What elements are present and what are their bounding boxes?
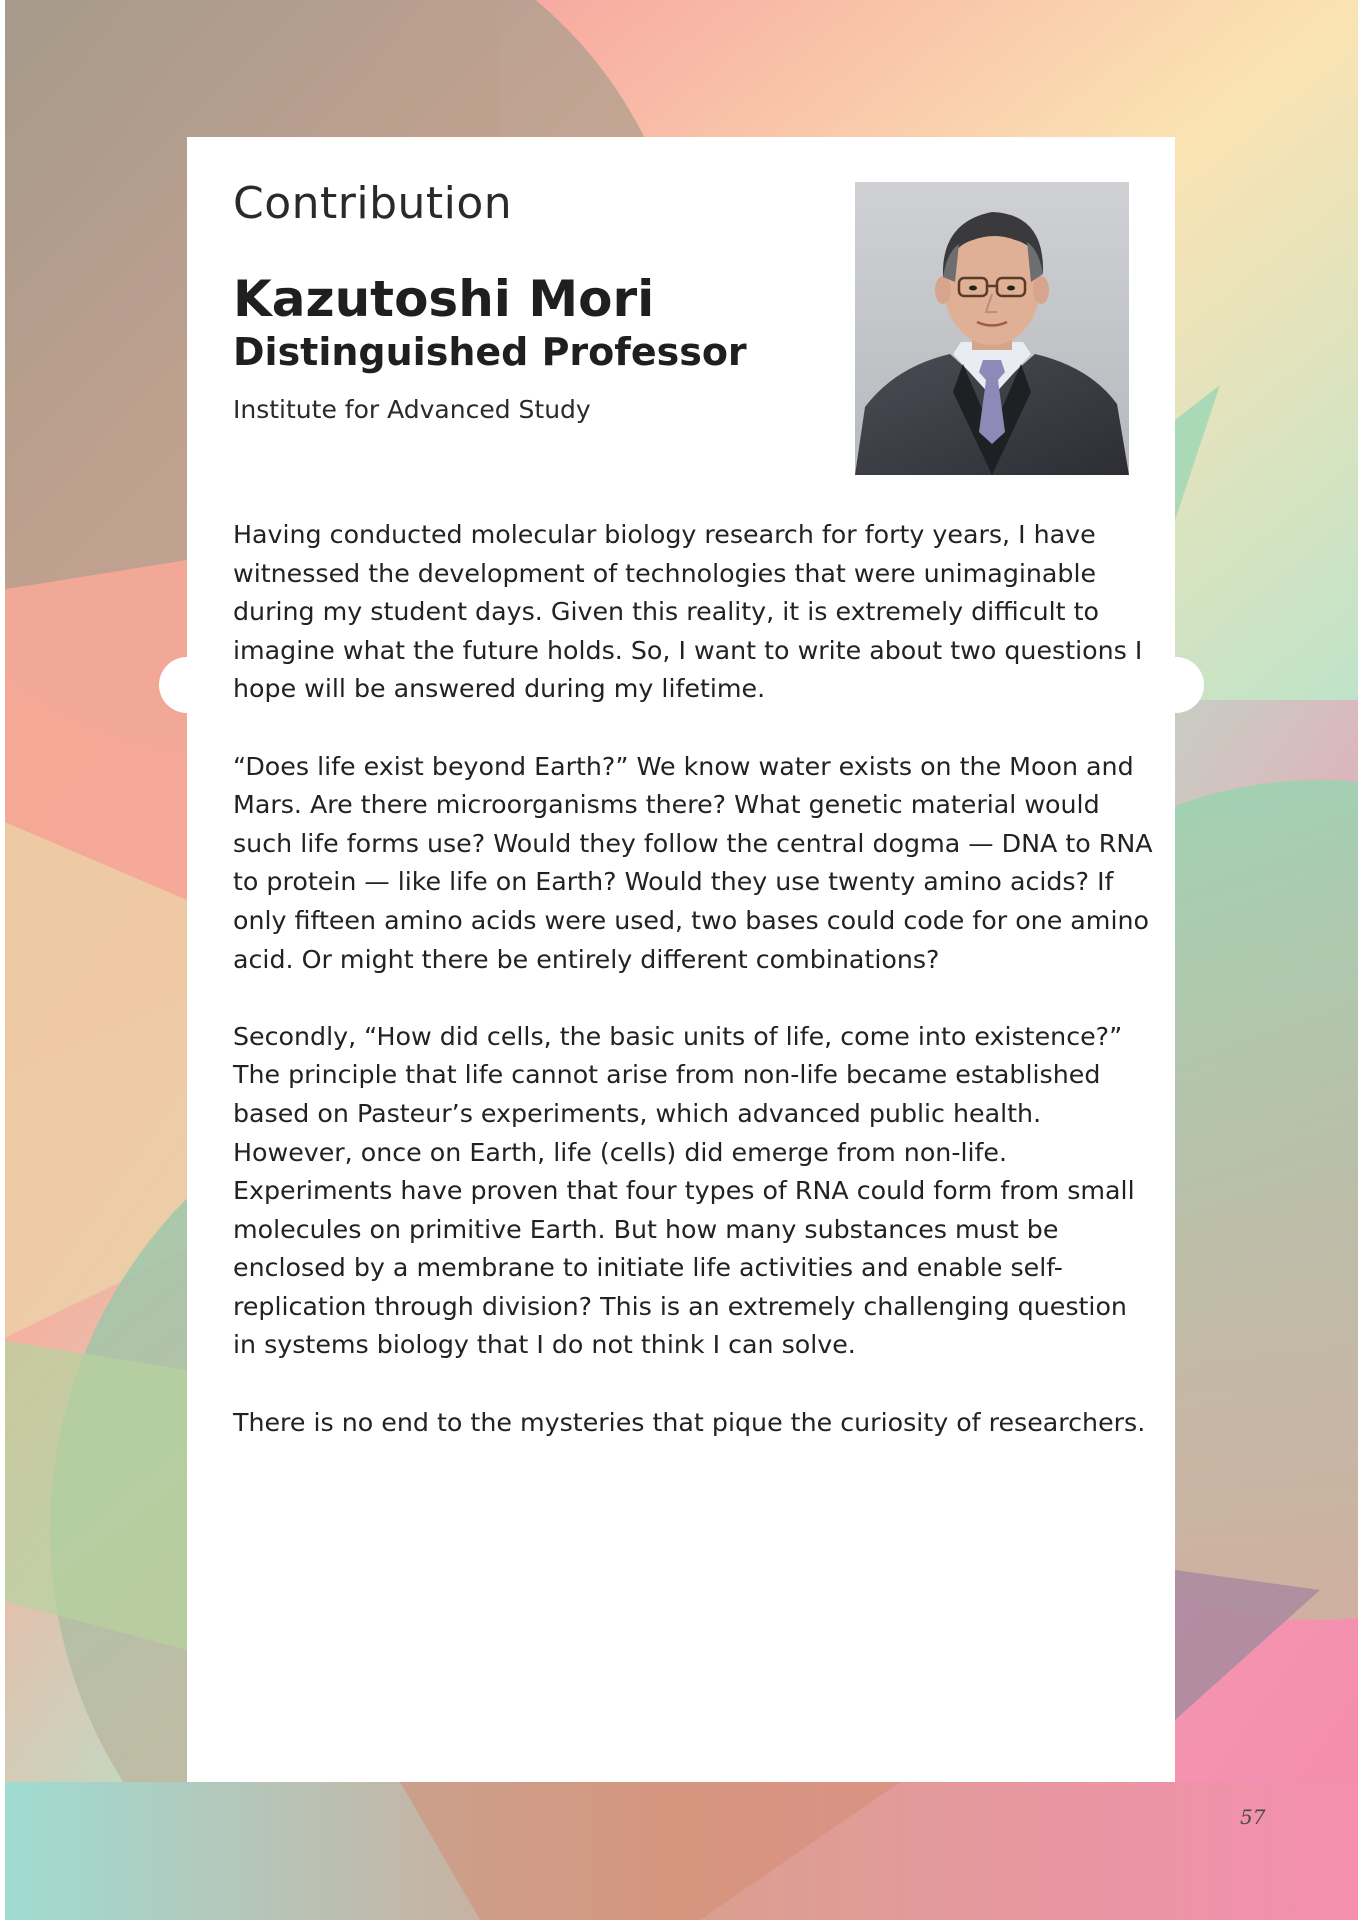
portrait-icon <box>855 182 1129 475</box>
paragraph-1: Having conducted molecular biology research for forty years, I have witnessed the development of technologies that were unimaginable during my student days. Given this reality, it is extremely difficult to imagine what the future holds. So, I want to write about two questions I hope will be answered during my lifetime. <box>233 520 1143 704</box>
article-body <box>233 516 1153 1481</box>
page-number: 57 <box>1240 1805 1266 1829</box>
author-name: Kazutoshi Mori <box>233 270 655 328</box>
section-label: Contribution <box>233 178 513 229</box>
portrait-photo <box>855 182 1129 475</box>
paragraph-4: There is no end to the mysteries that pique the curiosity of researchers. <box>233 1407 1146 1437</box>
author-affiliation: Institute for Advanced Study <box>233 395 591 424</box>
page-edge <box>0 0 5 1920</box>
author-title: Distinguished Professor <box>233 330 747 374</box>
paragraph-3: Secondly, “How did cells, the basic units of life, come into existence?” The principle that life cannot arise from non-life became established based on Pasteur’s experiments, which advanced public health. However, once on Earth, life (cells) did emerge from non-life. Experiments have proven that four types of RNA could form from small molecules on primitive Earth. But how many substances must be enclosed by a membrane to initiate life activities and enable self-replication through division? This is an extremely challenging question in systems biology that I do not think I can solve. <box>233 1021 1135 1360</box>
paragraph-2: “Does life exist beyond Earth?” We know water exists on the Moon and Mars. Are there microorganisms there? What genetic material would such life forms use? Would they follow the central dogma — DNA to RNA to protein — like life on Earth? Would they use twenty amino acids? If only fifteen amino acids were used, two bases could code for one amino acid. Or might there be entirely different combinations? <box>233 751 1153 974</box>
